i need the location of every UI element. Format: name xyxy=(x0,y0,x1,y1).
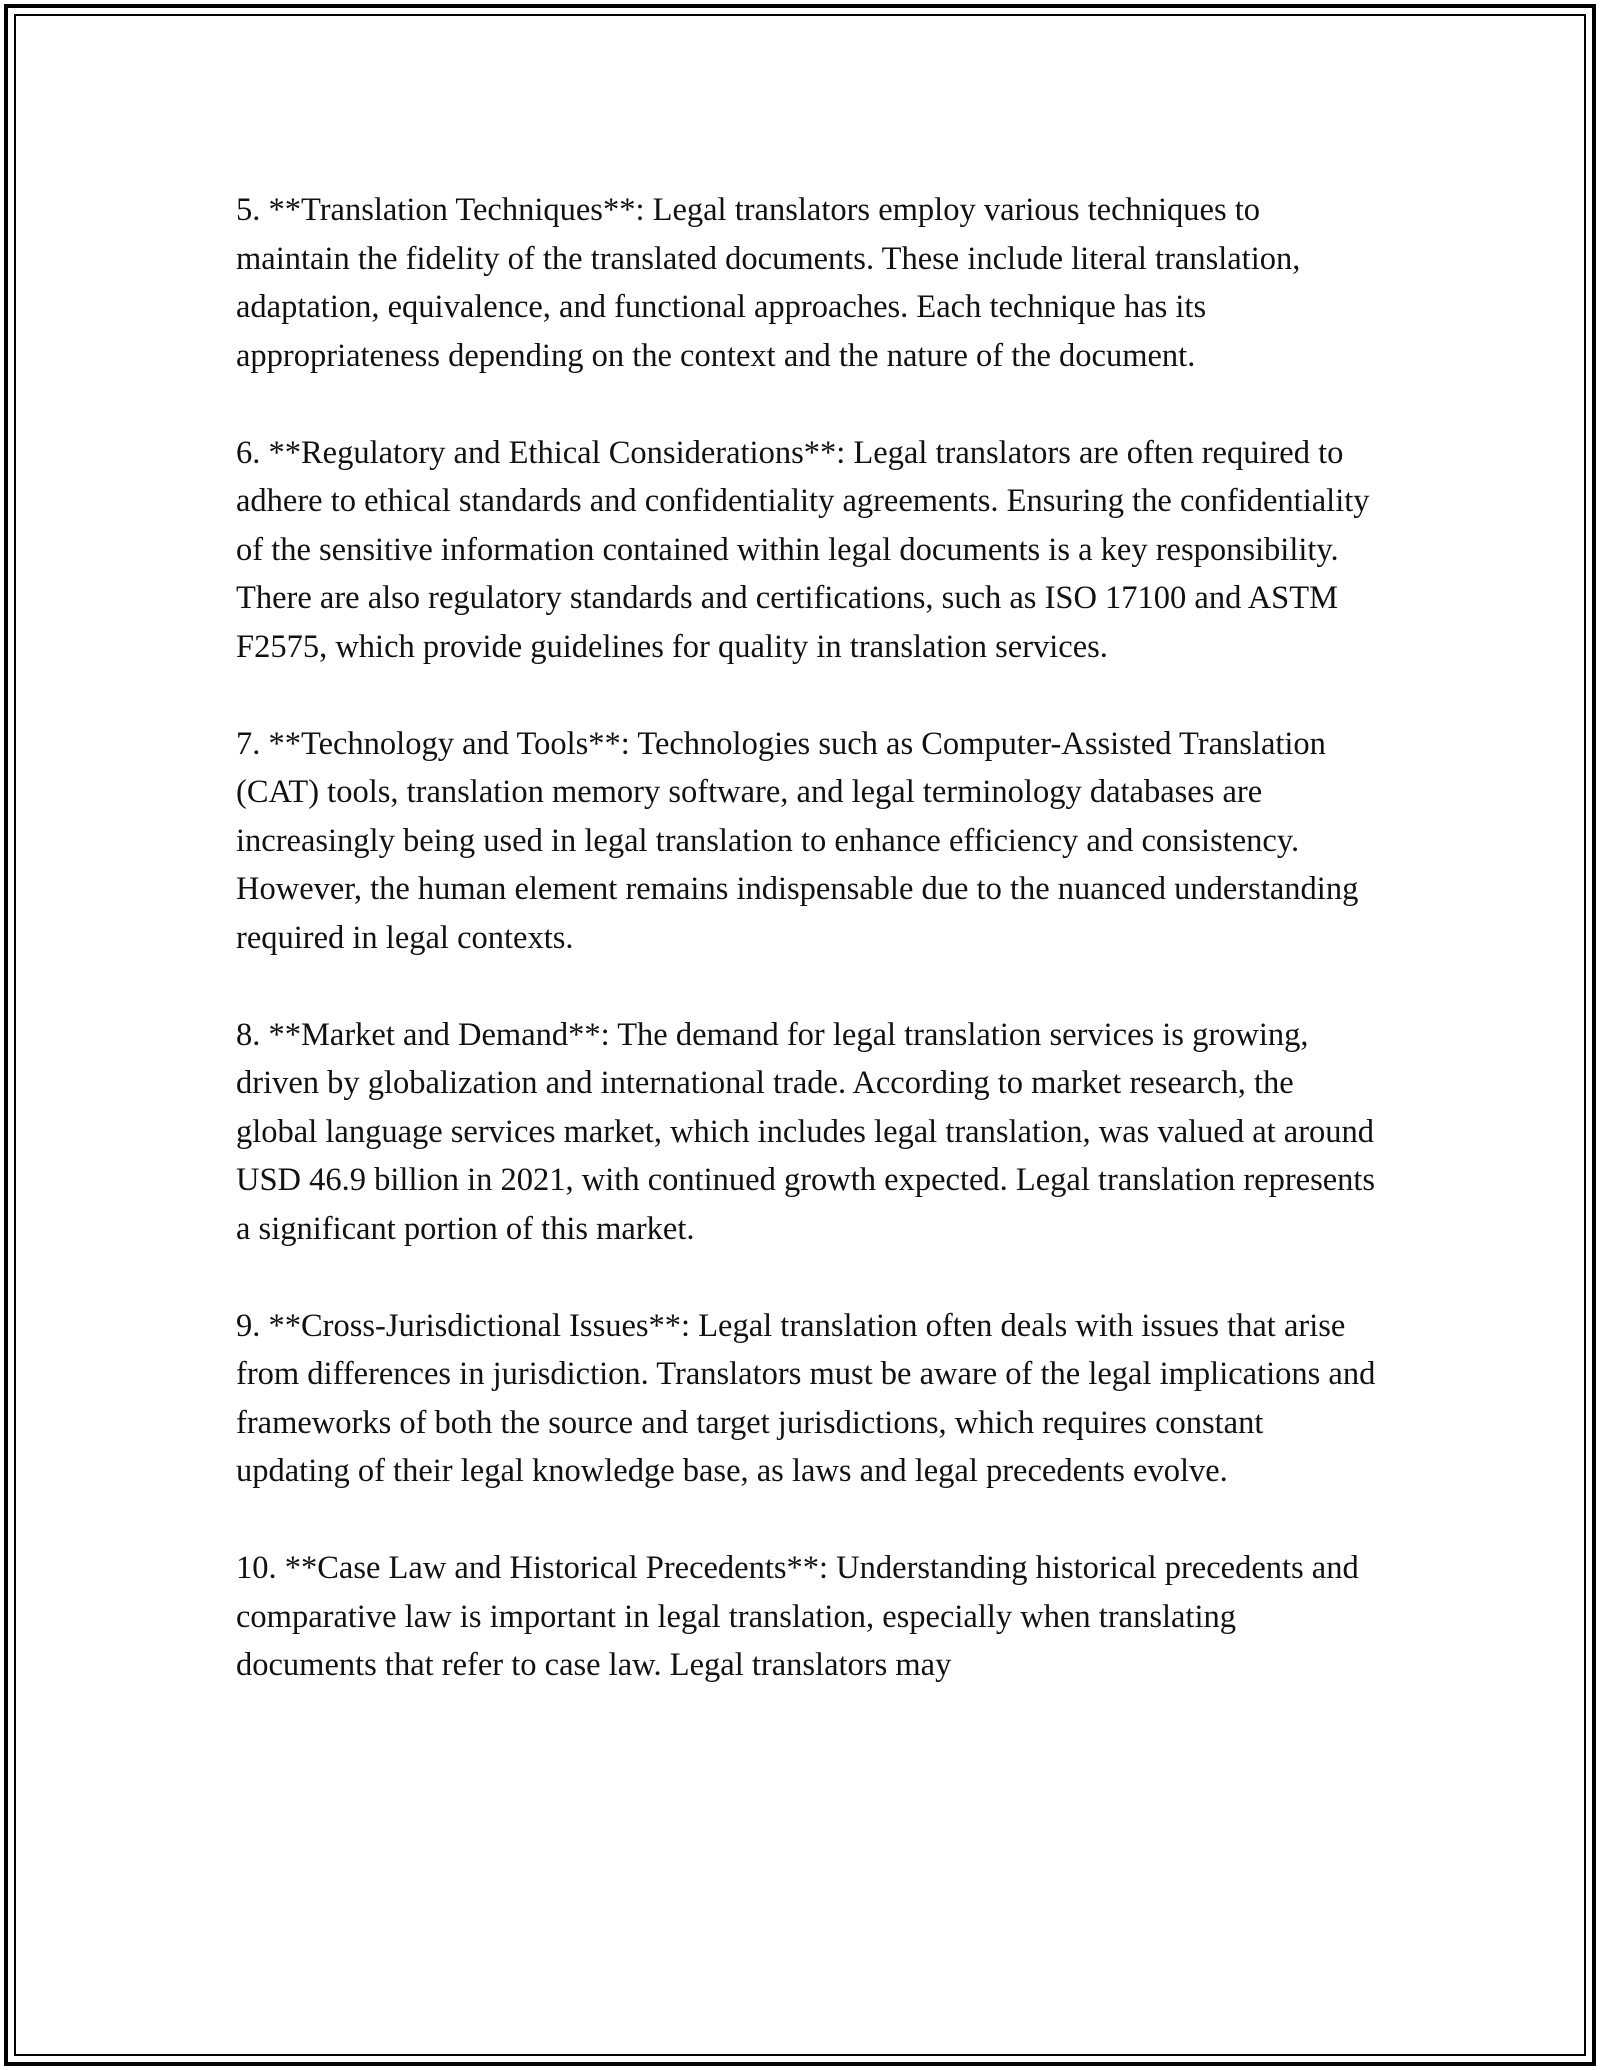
paragraph-regulatory-ethical: 6. **Regulatory and Ethical Considerations**: Legal translators are often required to adhere to ethical standards and confidentiality agreements. Ensuring the confidentiality of the sensitive information contained within legal documents is a key responsibility. There are also regulatory standards and certifications, such as ISO 17100 and ASTM F2575, which provide guidelines for quality in translation services. xyxy=(236,434,1370,665)
paragraph-technology-tools: 7. **Technology and Tools**: Technologies such as Computer-Assisted Translation (CAT) tools, translation memory software, and legal terminology databases are increasingly being used in legal translation to enhance efficiency and consistency. However, the human element remains indispensable due to the nuanced understanding required in legal contexts. xyxy=(236,725,1359,956)
paragraph-case-law: 10. **Case Law and Historical Precedents**: Understanding historical precedents and comparative law is important in legal translation, especially when translating documents that refer to case law. Legal translators may xyxy=(236,1550,1359,1683)
paragraph-translation-techniques: 5. **Translation Techniques**: Legal translators employ various techniques to maintain the fidelity of the translated documents. These include literal translation, adaptation, equivalence, and functional approaches. Each technique has its appropriateness depending on the context and the nature of the document. xyxy=(236,192,1301,374)
paragraph-market-demand: 8. **Market and Demand**: The demand for legal translation services is growing, driven by globalization and international trade. According to market research, the global language services market, which includes legal translation, was valued at around USD 46.9 billion in 2021, with continued growth expected. Legal translation represents a significant portion of this market. xyxy=(236,1016,1376,1247)
paragraph-cross-jurisdictional: 9. **Cross-Jurisdictional Issues**: Legal translation often deals with issues that arise from differences in jurisdiction. Translators must be aware of the legal implications and frameworks of both the source and target jurisdictions, which requires constant updating of their legal knowledge base, as laws and legal precedents evolve. xyxy=(236,1307,1376,1489)
document-body xyxy=(236,186,1376,1690)
